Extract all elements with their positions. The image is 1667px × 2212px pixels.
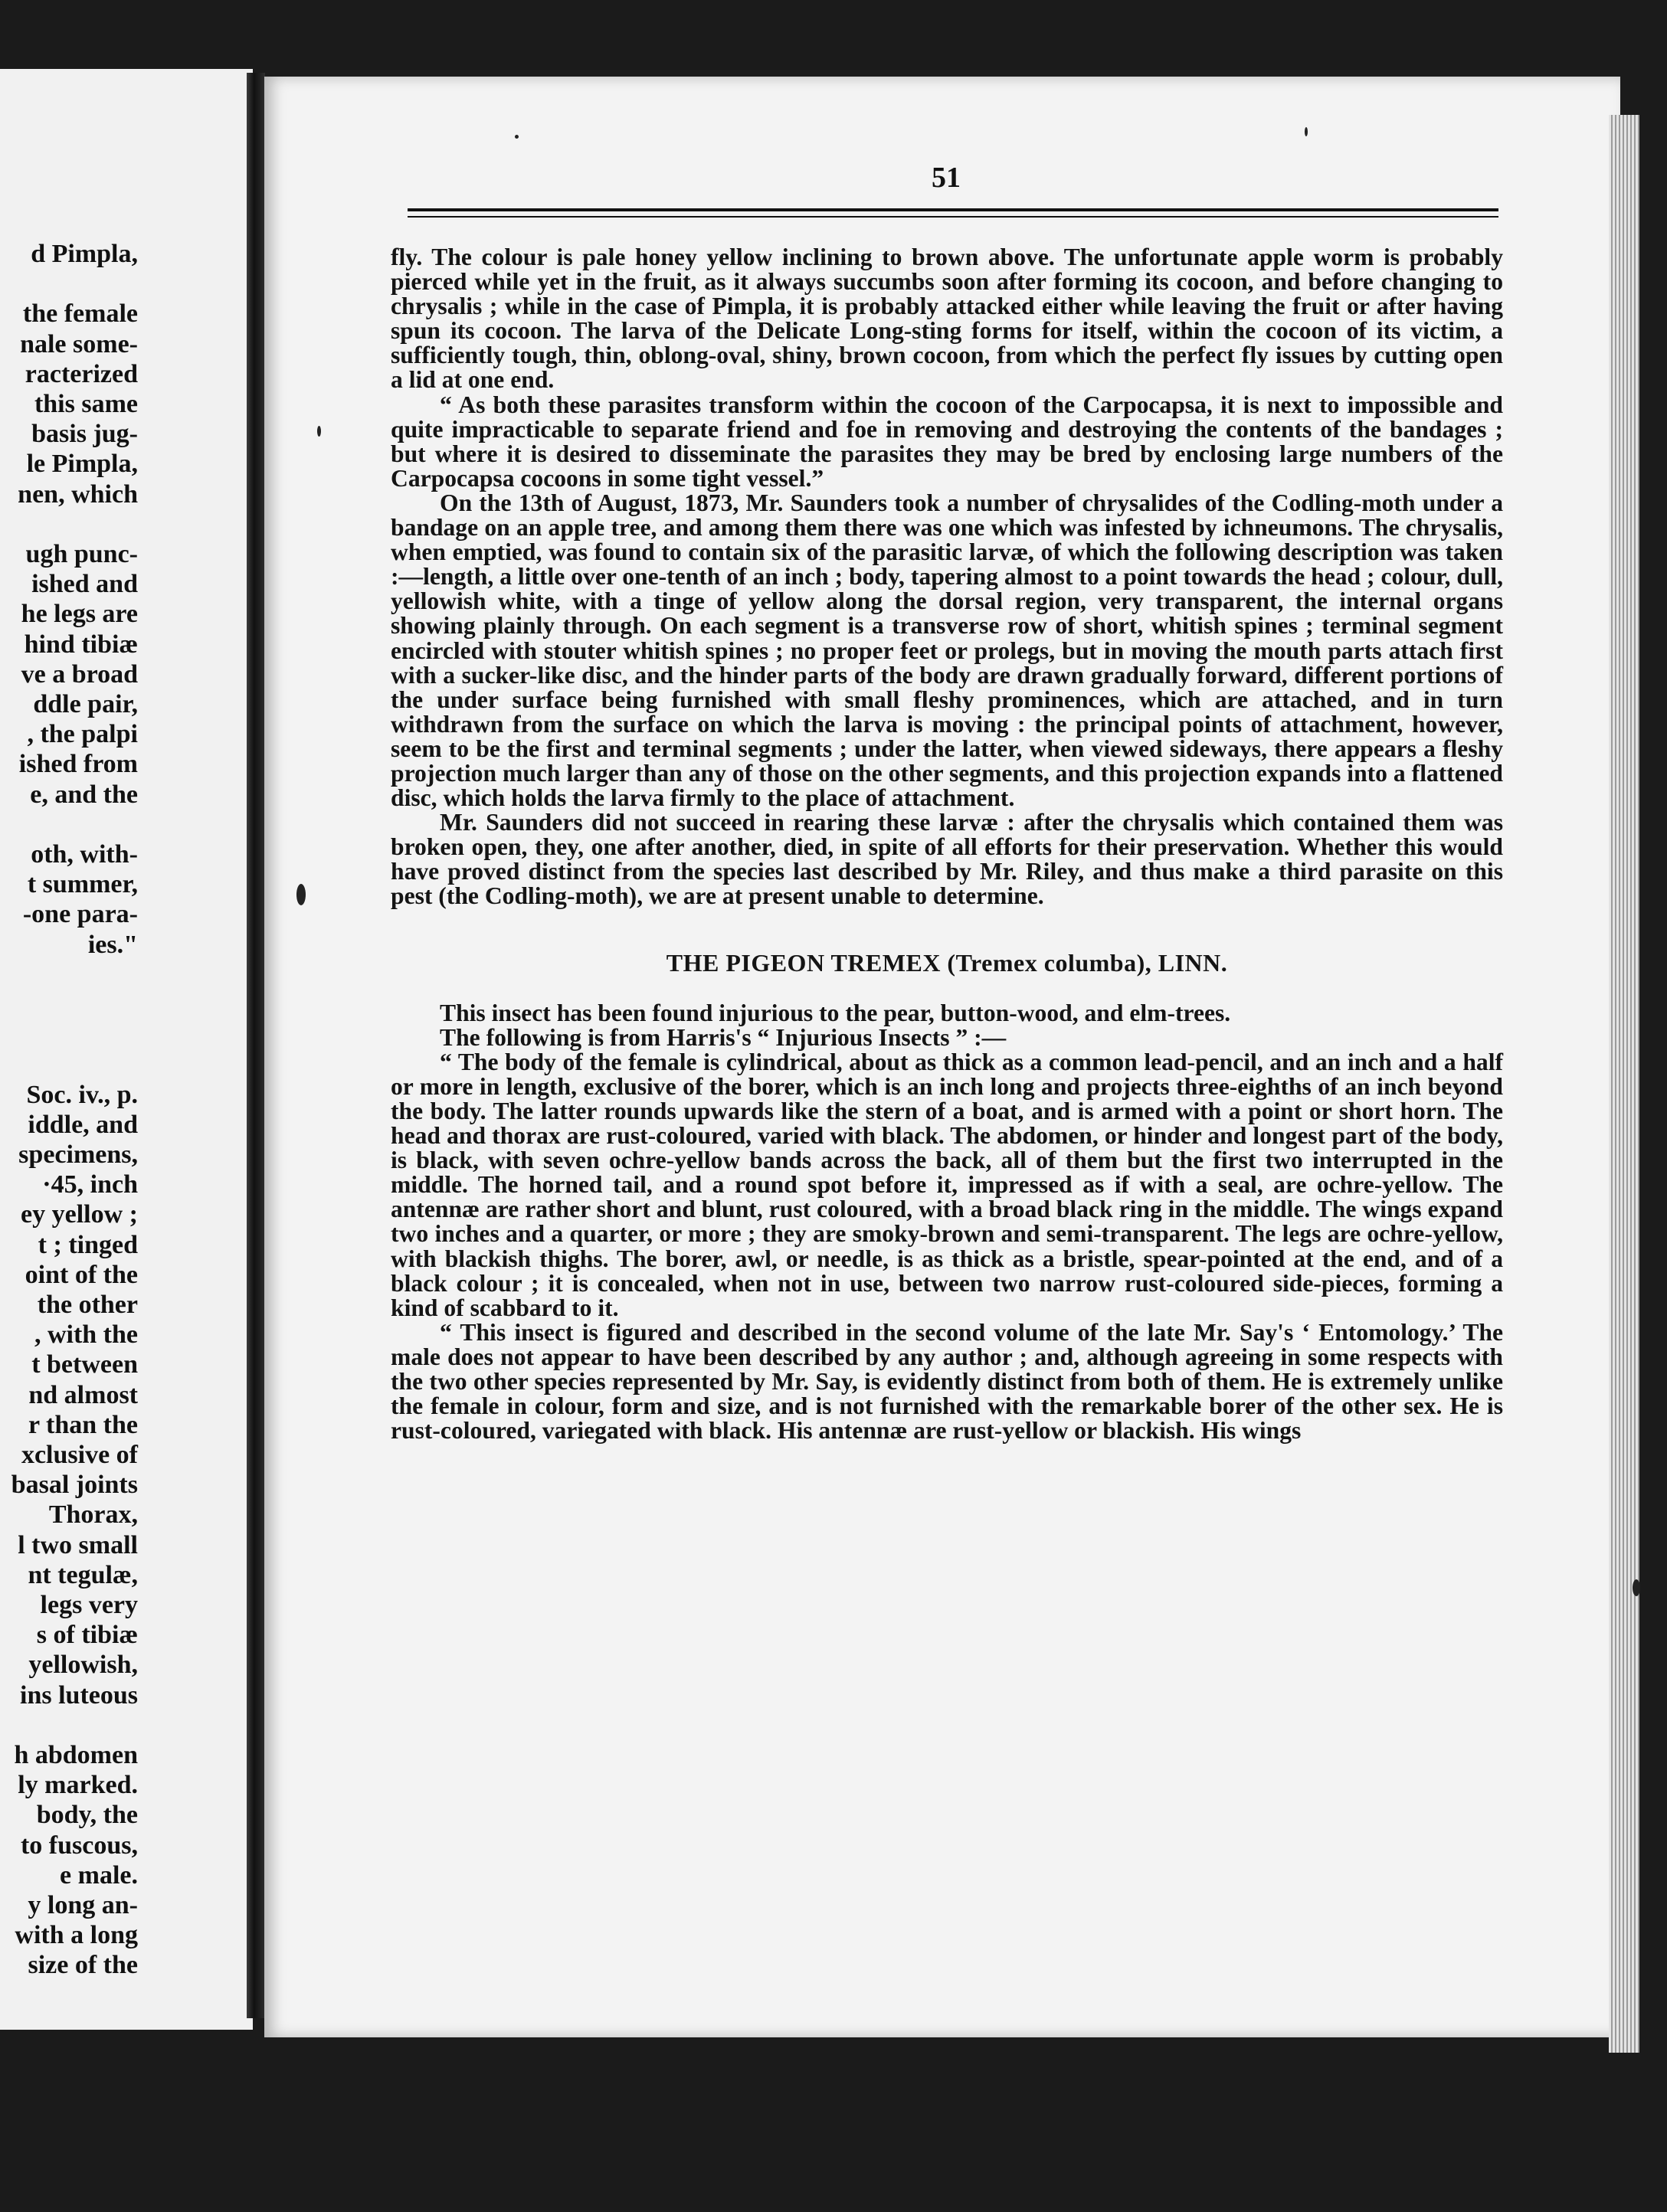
scan-speck: [317, 426, 321, 437]
left-page-line: r than the: [28, 1410, 138, 1439]
left-page-line: [0, 1049, 138, 1079]
left-page-line: iddle, and: [28, 1110, 138, 1139]
left-page-line: le Pimpla,: [26, 450, 138, 479]
left-page-line: t summer,: [27, 870, 138, 899]
left-page-line: [0, 960, 138, 990]
left-page-line: [0, 810, 138, 839]
left-page-line: [0, 990, 138, 1019]
left-page-line: to fuscous,: [20, 1831, 138, 1860]
left-page-line: [0, 1019, 138, 1049]
paragraph-4: Mr. Saunders did not succeed in rearing these larvæ : after the chrysalis which contained them was broken open, they, one after another, died, in spite of all efforts for their preservation. Whether this would have proved distinct from the species last described by Mr. Riley, and thus make a third parasite on this pest (the Codling-moth), we are at present unable to determine.: [391, 809, 1503, 910]
scan-speck: [1305, 127, 1308, 136]
left-page-line: with a long: [15, 1921, 138, 1950]
left-page-line: xclusive of: [21, 1441, 138, 1470]
paragraph-1: fly. The colour is pale honey yellow inclining to brown above. The unfortunate apple worm is probably pierced while yet in the fruit, as it always succumbs soon after forming its cocoon, and before changing to chrysalis ; while in the case of Pimpla, it is probably attacked either while leaving the fruit or after having spun its cocoon. The larva of the Delicate Long-sting forms for itself, within the cocoon of its victim, a sufficiently tough, thin, oblong-oval, shiny, brown cocoon, from which the perfect fly issues by cutting open a lid at one end.: [391, 244, 1503, 394]
left-page-line: , with the: [34, 1320, 138, 1350]
left-page-line: , the palpi: [27, 720, 138, 749]
scan-speck: [515, 135, 519, 139]
left-page-line: h abdomen: [14, 1741, 138, 1770]
left-page-line: this same: [34, 390, 138, 418]
header-rule-thin: [408, 216, 1498, 218]
left-page-line: oth, with-: [31, 840, 138, 869]
section-paragraph-1: This insect has been found injurious to the pear, button-wood, and elm-trees.: [440, 999, 1231, 1026]
left-page-line: Soc. iv., p.: [26, 1080, 138, 1109]
left-page-line: s of tibiæ: [36, 1621, 138, 1650]
left-page-line: ve a broad: [21, 659, 138, 689]
left-page-line: legs very: [40, 1591, 138, 1620]
left-page-line: ugh punc-: [25, 540, 138, 568]
scan-speck: [296, 884, 306, 905]
left-page-line: e, and the: [30, 780, 138, 809]
left-page-line: hind tibiæ: [24, 630, 138, 659]
left-page-line: the other: [37, 1291, 138, 1319]
left-page-line: ished from: [18, 750, 138, 779]
section-paragraph-3: “ The body of the female is cylindrical, about as thick as a common lead-pencil, and an inch and a half or more in length, exclusive of the borer, which is an inch long and projects three-eighths of an inch beyond the body. The latter rounds upwards like the stern of a boat, and is armed with a point or short horn. The head and thorax are rust-coloured, varied with black. The abdomen, or hinder and longest part of the body, is black, with seven ochre-yellow bands across the back, all of them but the first two interrupted in the middle. The horned tail, and a round spot before it, impressed as if with a seal, are ochre-yellow. The antennæ are rather short and blunt, rust coloured, with a broad black ring in the middle. The wings expand two inches and a quarter, or more ; they are smoky-brown and semi-transparent. The legs are ochre-yellow, with blackish thighs. The borer, awl, or needle, is as thick as a bristle, spear-pointed at the end, and of a black colour ; it is concealed, when not in use, between two narrow rust-coloured side-pieces, forming a kind of scabbard to it.: [391, 1048, 1503, 1321]
left-page-line: nt tegulæ,: [28, 1560, 138, 1589]
left-page-line: body, the: [36, 1801, 138, 1830]
section-paragraph-2: The following is from Harris's “ Injurious Insects ” :—: [440, 1023, 1007, 1051]
left-page-line: d Pimpla,: [31, 240, 138, 268]
left-page-line: the female: [22, 299, 138, 329]
section-heading: THE PIGEON TREMEX (Tremex columba), LINN.: [666, 948, 1228, 977]
left-page-line: t ; tinged: [38, 1230, 138, 1259]
page-number: 51: [932, 162, 961, 194]
scan-speck: [1633, 1579, 1640, 1596]
left-page-line: ly marked.: [18, 1771, 138, 1800]
left-page-line: l two small: [18, 1530, 138, 1559]
left-page-line: basal joints: [11, 1471, 138, 1500]
left-page-line: ies.": [87, 930, 138, 959]
left-page-line: ey yellow ;: [21, 1200, 138, 1229]
left-page-line: [0, 1710, 138, 1740]
left-page-line: nale some-: [20, 329, 138, 358]
left-page-line: racterized: [25, 359, 138, 388]
paragraph-2: “ As both these parasites transform within the cocoon of the Carpocapsa, it is next to impossible and quite impracticable to separate friend and foe in removing and destroying the contents of the bandages ; but where it is desired to disseminate the parasites they may be bred by enclosing large numbers of the Carpocapsa cocoons in some tight vessel.”: [391, 391, 1503, 492]
left-page-line: e male.: [60, 1860, 138, 1890]
left-page-line: Thorax,: [48, 1500, 138, 1530]
header-rule: [408, 208, 1498, 211]
left-page-line: ins luteous: [20, 1680, 138, 1710]
page-edges: [1609, 115, 1639, 2053]
left-page-line: size of the: [28, 1951, 138, 1980]
left-page-fragment: [0, 69, 253, 2030]
left-page-line: yellowish,: [28, 1651, 138, 1680]
left-page-line: specimens,: [18, 1140, 138, 1169]
paragraph-3: On the 13th of August, 1873, Mr. Saunders took a number of chrysalides of the Codling-moth under a bandage on an apple tree, and among them there was one which was infested by ichneumons. The chrysalis, when emptied, was found to contain six of the parasitic larvæ, of which the following description was taken :—length, a little over one-tenth of an inch ; body, tapering almost to a point towards the head ; colour, dull, yellowish white, with a tinge of yellow along the dorsal region, very transparent, the internal organs showing plainly through. On each segment is a transverse row of short, whitish spines ; terminal segment encircled with stouter whitish spines ; no proper feet or prolegs, but in moving the mouth parts attach first with a sucker-like disc, and the hinder parts of the body are drawn gradually forward, different portions of the under surface being furnished with small fleshy prominences, which are attached, and in turn withdrawn from the surface on which the larva is moving : the principal points of attachment, however, seem to be the first and terminal segments ; under the latter, when viewed sideways, there appears a fleshy projection much larger than any of those on the other segments, and this projection expands into a flattened disc, which holds the larva firmly to the place of attachment.: [391, 489, 1503, 812]
left-page-line: ished and: [31, 570, 138, 599]
book-gutter: [247, 73, 265, 2018]
left-page-line: ddle pair,: [33, 690, 138, 719]
left-page-line: [0, 269, 138, 299]
left-page-line: nd almost: [28, 1380, 138, 1409]
left-page-line: y long an-: [28, 1891, 138, 1920]
page-body: [391, 245, 1503, 1443]
left-page-text: [0, 239, 138, 1981]
left-page-line: [0, 509, 138, 539]
section-paragraph-4: “ This insect is figured and described in the second volume of the late Mr. Say's ‘ Entomology.’ The male does not appear to have been described by any author ; and, although agreeing in some respects with the two other species represented by Mr. Say, is evidently distinct from both of them. He is extremely unlike the female in colour, form and size, and is not furnished with the remarkable borer of the other sex. He is rust-coloured, variegated with black. His antennæ are rust-yellow or blackish. His wings: [391, 1318, 1503, 1445]
left-page-line: t between: [31, 1350, 138, 1379]
left-page-line: -one para-: [22, 900, 138, 929]
left-page-line: ·45, inch: [42, 1170, 138, 1199]
left-page-line: nen, which: [18, 479, 138, 509]
left-page-line: he legs are: [21, 600, 138, 629]
left-page-line: oint of the: [25, 1260, 138, 1289]
left-page-line: basis jug-: [31, 420, 138, 449]
